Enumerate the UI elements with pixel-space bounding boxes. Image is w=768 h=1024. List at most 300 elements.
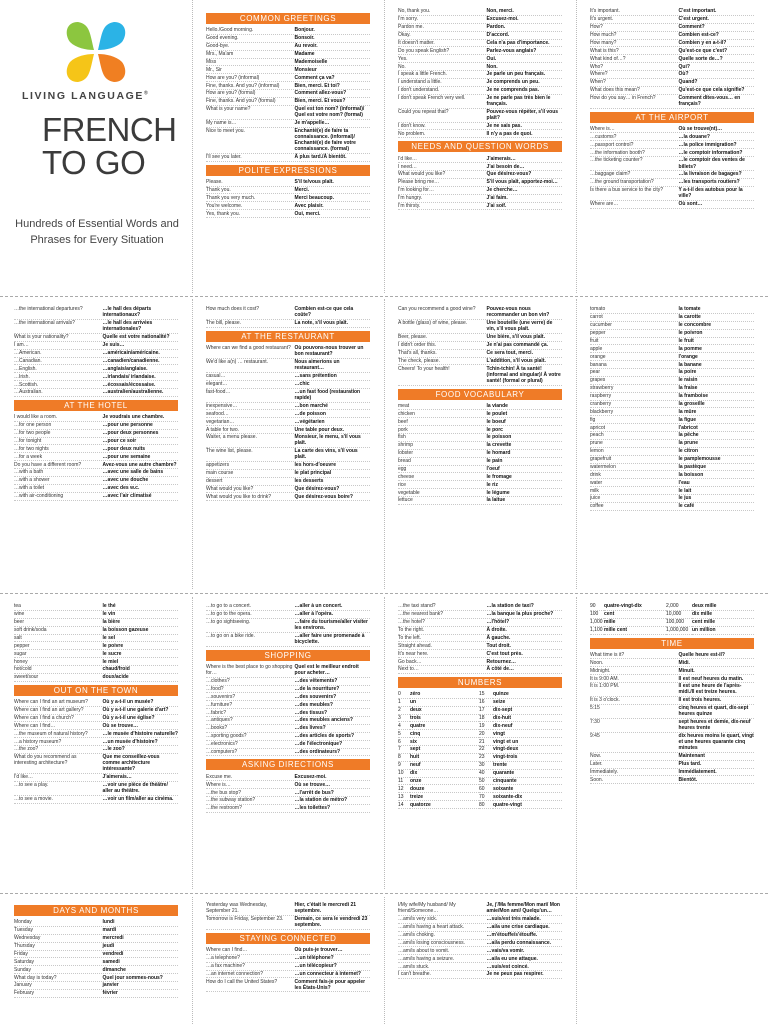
phrase-row bbox=[590, 487, 754, 495]
phrase-row bbox=[590, 126, 754, 134]
french-phrase: Avec plaisir. bbox=[294, 202, 324, 209]
phrase-row bbox=[398, 650, 562, 658]
french-phrase: …pour une personne bbox=[102, 422, 153, 429]
phrase-row bbox=[206, 603, 370, 611]
english-phrase: …the hotel? bbox=[398, 619, 425, 626]
phrase-row bbox=[14, 414, 178, 422]
section-header: AT THE HOTEL bbox=[14, 400, 178, 411]
phrase-row bbox=[206, 971, 370, 979]
french-phrase: …ai/a une crise cardiaque. bbox=[486, 924, 550, 931]
phrase-row bbox=[398, 130, 562, 138]
phrase-row bbox=[398, 87, 562, 95]
french-phrase: Où y a-t-il un musée? bbox=[102, 699, 154, 706]
phrase-row bbox=[590, 697, 754, 705]
english-phrase: …the taxi stand? bbox=[398, 603, 436, 610]
phrase-row bbox=[14, 746, 178, 754]
english-phrase: apricot bbox=[590, 424, 606, 431]
french-phrase: le homard bbox=[486, 450, 511, 457]
english-phrase: Could you repeat that? bbox=[398, 108, 449, 115]
phrase-row bbox=[206, 154, 370, 162]
phrase-row bbox=[590, 401, 754, 409]
number-word: cent mille bbox=[692, 619, 754, 627]
phrase-row bbox=[206, 789, 370, 797]
english-phrase: It is 3 o'clock. bbox=[590, 697, 620, 704]
phrase-row bbox=[590, 377, 754, 385]
french-phrase: le café bbox=[678, 503, 695, 510]
english-phrase: Beer, please. bbox=[398, 334, 428, 341]
english-phrase: To the right. bbox=[398, 627, 425, 634]
phrase-row bbox=[206, 403, 370, 411]
phrase-row bbox=[14, 650, 178, 658]
phrase-row bbox=[14, 627, 178, 635]
english-phrase: No, thank you. bbox=[398, 8, 431, 15]
number-digit: 90 bbox=[590, 603, 604, 611]
phrase-row bbox=[14, 796, 178, 804]
french-phrase: Je voudrais une chambre. bbox=[102, 414, 165, 421]
english-phrase: prune bbox=[590, 440, 603, 447]
english-phrase: Where can I find a church? bbox=[14, 714, 74, 721]
english-phrase: Immediately. bbox=[590, 768, 618, 775]
french-phrase: Cela n'a pas d'importance. bbox=[486, 39, 550, 46]
number-digit: 10 bbox=[398, 770, 410, 778]
english-phrase: …an internet connection? bbox=[206, 970, 263, 977]
english-phrase: I can't breathe. bbox=[398, 971, 431, 978]
phrase-row bbox=[590, 424, 754, 432]
english-phrase: …the museum of natural history? bbox=[14, 730, 88, 737]
french-phrase: février bbox=[102, 990, 118, 997]
english-phrase: Yes. bbox=[398, 55, 408, 62]
english-phrase: Please bring me… bbox=[398, 179, 440, 186]
phrase-row bbox=[590, 314, 754, 322]
phrase-row bbox=[206, 389, 370, 403]
french-phrase: le pamplemousse bbox=[678, 456, 721, 463]
phrase-row bbox=[590, 24, 754, 32]
phrase-row bbox=[14, 658, 178, 666]
phrase-row bbox=[590, 408, 754, 416]
number-word: dix-huit bbox=[493, 715, 562, 723]
french-phrase: la boisson bbox=[678, 471, 704, 478]
english-phrase: Where can I find an art museum? bbox=[14, 699, 88, 706]
english-phrase: vegetarian… bbox=[206, 418, 235, 425]
french-phrase: Où y a-t-il une galerie d'art? bbox=[102, 707, 169, 714]
english-phrase: vegetable bbox=[398, 489, 420, 496]
english-phrase: …with air-conditioning bbox=[14, 493, 64, 500]
phrase-row bbox=[590, 63, 754, 71]
number-digit: 10,000 bbox=[666, 611, 692, 619]
number-word: cent bbox=[604, 611, 666, 619]
phrase-row bbox=[398, 32, 562, 40]
english-phrase: You're welcome. bbox=[206, 202, 243, 209]
english-phrase: Wednesday bbox=[14, 935, 41, 942]
french-phrase: doux/acide bbox=[102, 674, 129, 681]
english-phrase: …am/is having a seizure. bbox=[398, 955, 455, 962]
phrase-row bbox=[14, 365, 178, 373]
english-phrase: Tomorrow is Friday, September 23. bbox=[206, 916, 284, 923]
phrase-row bbox=[14, 722, 178, 730]
english-phrase: salt bbox=[14, 634, 22, 641]
panel-common-greetings bbox=[206, 10, 370, 293]
french-phrase: Qu'est-ce que c'est? bbox=[678, 47, 728, 54]
phrase-row bbox=[590, 187, 754, 201]
french-phrase: …un fast food (restauration rapide) bbox=[294, 388, 361, 402]
french-phrase: mercredi bbox=[102, 935, 124, 942]
english-phrase: I need… bbox=[398, 163, 417, 170]
french-phrase: Qu'est-ce que cela signifie? bbox=[678, 87, 745, 94]
english-phrase: …computers? bbox=[206, 748, 238, 755]
phrase-row bbox=[590, 769, 754, 777]
english-phrase: It's urgent. bbox=[590, 16, 614, 23]
english-phrase: beef bbox=[398, 418, 408, 425]
english-phrase: …the zoo? bbox=[14, 746, 39, 753]
english-phrase: …sporting goods? bbox=[206, 733, 247, 740]
phrase-row bbox=[14, 966, 178, 974]
french-phrase: …des souvenirs? bbox=[294, 693, 337, 700]
english-phrase: appetizers bbox=[206, 462, 230, 469]
english-phrase: Nice to meet you. bbox=[206, 127, 245, 134]
phrase-row bbox=[206, 664, 370, 678]
title-french: FRENCH bbox=[42, 111, 177, 148]
french-phrase: le boeuf bbox=[486, 418, 506, 425]
number-digit: 15 bbox=[479, 691, 493, 699]
french-phrase: Quand? bbox=[678, 79, 698, 86]
english-phrase: A table for two. bbox=[206, 426, 240, 433]
french-phrase: vendredi bbox=[102, 950, 124, 957]
phrase-row bbox=[590, 385, 754, 393]
french-phrase: Excusez-moi. bbox=[486, 16, 519, 23]
english-phrase: …the ticketing counter? bbox=[590, 157, 643, 164]
english-phrase: January bbox=[14, 982, 32, 989]
phrase-row bbox=[14, 951, 178, 959]
phrase-row bbox=[14, 469, 178, 477]
phrase-row bbox=[590, 87, 754, 95]
phrase-row bbox=[206, 128, 370, 154]
english-phrase: …food? bbox=[206, 685, 224, 692]
english-phrase: Is there a bus service to the city? bbox=[590, 187, 664, 194]
english-phrase: peach bbox=[590, 432, 604, 439]
number-word: mille cent bbox=[604, 627, 666, 635]
phrase-row bbox=[206, 66, 370, 74]
french-phrase: Minuit. bbox=[678, 667, 695, 674]
number-word: quinze bbox=[493, 691, 562, 699]
phrase-row bbox=[590, 361, 754, 369]
phrase-row bbox=[206, 74, 370, 82]
number-digit: 8 bbox=[398, 754, 410, 762]
phrase-row bbox=[206, 359, 370, 373]
panel-food-vocabulary bbox=[398, 306, 562, 589]
french-phrase: la framboise bbox=[678, 393, 709, 400]
phrase-row bbox=[398, 426, 562, 434]
english-phrase: I am… bbox=[14, 342, 29, 349]
phrase-row bbox=[590, 456, 754, 464]
english-phrase: Do you have a different room? bbox=[14, 461, 82, 468]
english-phrase: main course bbox=[206, 470, 234, 477]
english-phrase: Miss bbox=[206, 58, 217, 65]
phrase-row bbox=[590, 369, 754, 377]
french-phrase: Que désirez-vous? bbox=[294, 485, 340, 492]
phrase-row bbox=[206, 120, 370, 128]
panel-hotel bbox=[14, 306, 178, 589]
panel-emergencies bbox=[398, 902, 562, 1024]
english-phrase: What does this mean? bbox=[590, 87, 640, 94]
english-phrase: I don't speak French very well. bbox=[398, 95, 466, 102]
number-word: mille bbox=[604, 619, 666, 627]
english-phrase: …souvenirs? bbox=[206, 693, 236, 700]
number-digit: 1,000,000 bbox=[666, 627, 692, 635]
number-word: quatre-vingt-dix bbox=[604, 603, 666, 611]
english-phrase: I'm thirsty. bbox=[398, 202, 421, 209]
number-digit: 30 bbox=[479, 762, 493, 770]
english-phrase: It doesn't matter. bbox=[398, 39, 435, 46]
french-phrase: la tomate bbox=[678, 306, 701, 313]
english-phrase: casual… bbox=[206, 373, 226, 380]
french-phrase: Immédiatement. bbox=[678, 768, 717, 775]
english-phrase: I don't understand. bbox=[398, 87, 440, 94]
phrase-row bbox=[206, 179, 370, 187]
french-phrase: Comment allez-vous? bbox=[294, 90, 347, 97]
french-phrase: la poire bbox=[678, 369, 697, 376]
number-word: trente bbox=[493, 762, 562, 770]
english-phrase: …customs? bbox=[590, 133, 617, 140]
english-phrase: February bbox=[14, 990, 35, 997]
french-phrase: S'il te/vous plaît. bbox=[294, 179, 334, 186]
french-phrase: …les transports routiers? bbox=[678, 179, 740, 186]
french-phrase: la banane bbox=[678, 361, 702, 368]
phrase-row bbox=[14, 730, 178, 738]
phrase-row bbox=[206, 701, 370, 709]
english-phrase: drink bbox=[590, 471, 601, 478]
phrase-row bbox=[14, 389, 178, 397]
french-phrase: D'accord. bbox=[486, 32, 510, 39]
english-phrase: …for tonight bbox=[14, 437, 42, 444]
english-phrase: …the international arrivals? bbox=[14, 320, 75, 327]
french-phrase: le poulet bbox=[486, 410, 508, 417]
english-phrase: cucumber bbox=[590, 322, 612, 329]
phrase-row bbox=[398, 306, 562, 320]
french-phrase: …des meubles anciens? bbox=[294, 717, 353, 724]
english-phrase: I'm looking for… bbox=[398, 187, 434, 194]
section-header: AT THE AIRPORT bbox=[590, 112, 754, 123]
phrase-row bbox=[590, 719, 754, 733]
phrase-row bbox=[398, 963, 562, 971]
english-phrase: Straight ahead. bbox=[398, 642, 432, 649]
phrase-row bbox=[590, 8, 754, 16]
english-phrase: Where are… bbox=[590, 201, 619, 208]
phrase-row bbox=[206, 418, 370, 426]
phrase-row bbox=[206, 202, 370, 210]
phrase-row bbox=[590, 330, 754, 338]
english-phrase: The check, please. bbox=[398, 357, 440, 364]
english-phrase: Thursday bbox=[14, 943, 35, 950]
phrase-row bbox=[398, 497, 562, 505]
english-phrase: What would you like? bbox=[206, 485, 254, 492]
english-phrase: grapes bbox=[590, 377, 606, 384]
panel-food-list bbox=[590, 306, 754, 589]
french-phrase: …australien/australienne. bbox=[102, 389, 164, 396]
french-phrase: La carte des vins, s'il vous plaît. bbox=[294, 448, 358, 461]
english-phrase: Where can I find… bbox=[14, 722, 56, 729]
french-phrase: Je ne comprends pas. bbox=[486, 87, 540, 94]
phrase-row bbox=[14, 334, 178, 342]
french-phrase: …des livres? bbox=[294, 725, 326, 732]
french-phrase: les hors-d'oeuvre bbox=[294, 462, 337, 469]
english-phrase: Soon. bbox=[590, 776, 604, 783]
panel-airport bbox=[590, 8, 754, 293]
french-phrase: Hier, c'était le mercredi 21 septembre. bbox=[294, 902, 357, 915]
english-phrase: fish bbox=[398, 434, 406, 441]
french-phrase: Où pouvons-nous trouver un bon restaurant? bbox=[294, 345, 364, 358]
title-to-go: TO GO bbox=[42, 144, 146, 181]
section-header: SHOPPING bbox=[206, 650, 370, 661]
english-phrase: Mr., Sir bbox=[206, 66, 222, 73]
section-header: DAYS AND MONTHS bbox=[14, 905, 178, 916]
number-digit: 40 bbox=[479, 770, 493, 778]
french-phrase: Il est une heure de l'après-midi./Il est treize heures. bbox=[678, 683, 742, 696]
phrase-row bbox=[206, 963, 370, 971]
french-phrase: …pour une semaine bbox=[102, 453, 151, 460]
english-phrase: beer bbox=[14, 619, 25, 626]
phrase-row bbox=[398, 658, 562, 666]
phrase-row bbox=[206, 194, 370, 202]
english-phrase: Friday bbox=[14, 950, 28, 957]
phrase-row bbox=[206, 448, 370, 462]
french-phrase: J'ai faim. bbox=[486, 195, 508, 202]
english-phrase: rice bbox=[398, 481, 407, 488]
phrase-row bbox=[590, 47, 754, 55]
number-digit: 9 bbox=[398, 762, 410, 770]
section-header: COMMON GREETINGS bbox=[206, 13, 370, 24]
french-phrase: …ai/a perdu connaissance. bbox=[486, 939, 552, 946]
french-phrase: J'ai besoin de… bbox=[486, 163, 525, 170]
phrase-row bbox=[590, 179, 754, 187]
french-phrase: À côté de… bbox=[486, 666, 515, 673]
french-phrase: Que désirez-vous boire? bbox=[294, 493, 353, 500]
english-phrase: I understand a little. bbox=[398, 79, 442, 86]
english-phrase: …for two nights bbox=[14, 445, 49, 452]
number-digit: 12 bbox=[398, 785, 410, 793]
french-phrase: …de poisson bbox=[294, 410, 326, 417]
french-phrase: Une bouteille (une verre) de vin, s'il vous plaît. bbox=[486, 320, 553, 333]
french-phrase: Où? bbox=[678, 71, 689, 78]
french-phrase: Je ne sais pas. bbox=[486, 122, 522, 129]
phrase-row bbox=[14, 373, 178, 381]
phrase-row bbox=[14, 707, 178, 715]
french-phrase: Plus tard. bbox=[678, 761, 702, 768]
phrase-row bbox=[590, 95, 754, 109]
phrase-row bbox=[590, 416, 754, 424]
french-phrase: samedi bbox=[102, 958, 120, 965]
english-phrase: egg bbox=[398, 465, 407, 472]
english-phrase: I don't know. bbox=[398, 122, 426, 129]
phrase-row bbox=[398, 320, 562, 334]
english-phrase: …the restroom? bbox=[206, 805, 242, 812]
number-digit: 7 bbox=[398, 746, 410, 754]
numbers-table bbox=[590, 603, 754, 635]
phrase-row bbox=[206, 493, 370, 501]
english-phrase: Where can I find an art gallery? bbox=[14, 707, 84, 714]
english-phrase: lobster bbox=[398, 450, 414, 457]
phrase-row bbox=[398, 79, 562, 87]
english-phrase: I/My wife/My husband/ My friend/Someone… bbox=[398, 902, 456, 915]
number-digit: 1,100 bbox=[590, 627, 603, 634]
phrase-row bbox=[206, 693, 370, 701]
phrase-row bbox=[398, 434, 562, 442]
english-phrase: …furniture? bbox=[206, 701, 233, 708]
number-word: dix mille bbox=[692, 611, 754, 619]
number-word: soixante-dix bbox=[493, 793, 562, 801]
french-phrase: le vin bbox=[102, 611, 116, 618]
phrase-row bbox=[590, 753, 754, 761]
french-phrase: …un téléphone? bbox=[294, 955, 334, 962]
panel-shopping bbox=[206, 603, 370, 889]
number-word: zéro bbox=[410, 691, 479, 699]
phrase-row bbox=[206, 98, 370, 106]
english-phrase: What kind of…? bbox=[590, 55, 626, 62]
french-phrase: la pomme bbox=[678, 345, 702, 352]
phrase-row bbox=[398, 466, 562, 474]
french-phrase: À plus tard./À bientôt. bbox=[294, 154, 347, 161]
french-phrase: …le zoo? bbox=[102, 746, 125, 753]
french-phrase: …l'arrêt de bus? bbox=[294, 789, 334, 796]
phrase-row bbox=[398, 403, 562, 411]
phrase-row bbox=[398, 109, 562, 123]
english-phrase: 9:45 bbox=[590, 733, 600, 740]
french-phrase: …sans prétention bbox=[294, 373, 337, 380]
number-word: vingt-deux bbox=[493, 746, 562, 754]
phrase-row bbox=[14, 320, 178, 334]
number-word: huit bbox=[410, 754, 479, 762]
english-phrase: hot/cold bbox=[14, 666, 32, 673]
english-phrase: I speak a little French. bbox=[398, 71, 447, 78]
phrase-row bbox=[14, 619, 178, 627]
english-phrase: The bill, please. bbox=[206, 320, 242, 327]
phrase-row bbox=[206, 59, 370, 67]
french-phrase: …écossais/écossaise. bbox=[102, 381, 156, 388]
phrase-row bbox=[398, 163, 562, 171]
phrase-row bbox=[398, 458, 562, 466]
phrase-row bbox=[398, 155, 562, 163]
phrase-row bbox=[14, 990, 178, 998]
french-phrase: la pêche bbox=[678, 432, 699, 439]
phrase-row bbox=[14, 642, 178, 650]
french-phrase: le légume bbox=[486, 489, 510, 496]
phrase-row bbox=[590, 171, 754, 179]
phrase-row bbox=[14, 485, 178, 493]
english-phrase: raspberry bbox=[590, 393, 612, 400]
phrase-row bbox=[206, 106, 370, 120]
english-phrase: I didn't order this. bbox=[398, 342, 437, 349]
french-phrase: …américain/américaine. bbox=[102, 350, 160, 357]
phrase-row bbox=[590, 201, 754, 209]
french-phrase: Oui, merci. bbox=[294, 210, 321, 217]
english-phrase: apple bbox=[590, 345, 603, 352]
english-phrase: Okay. bbox=[398, 32, 411, 39]
english-phrase: …the information booth? bbox=[590, 149, 645, 156]
number-digit: 20 bbox=[479, 730, 493, 738]
french-phrase: Je suis… bbox=[102, 342, 125, 349]
english-phrase: What do you recommend as interesting architecture? bbox=[14, 754, 77, 767]
phrase-row bbox=[398, 47, 562, 55]
phrase-row bbox=[14, 935, 178, 943]
french-phrase: Où sont… bbox=[678, 201, 703, 208]
phrase-row bbox=[206, 916, 370, 930]
phrase-row bbox=[398, 24, 562, 32]
number-word: dix-sept bbox=[493, 707, 562, 715]
english-phrase: Where is… bbox=[206, 781, 231, 788]
french-phrase: …avec l'air climatisé bbox=[102, 493, 152, 500]
number-word: dix-neuf bbox=[493, 722, 562, 730]
phrase-row bbox=[206, 373, 370, 381]
english-phrase: lettuce bbox=[398, 497, 413, 504]
